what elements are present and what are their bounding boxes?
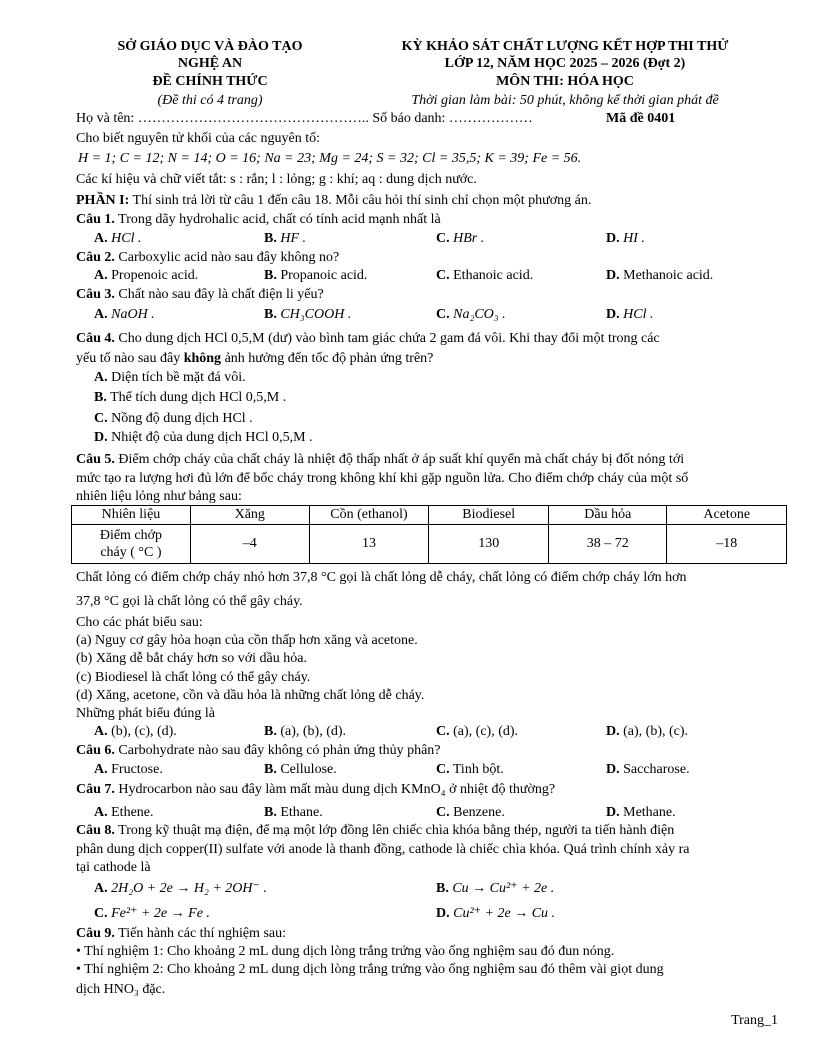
q5-option-d[interactable]: D. (a), (b), (c).: [606, 724, 689, 739]
question-3: [76, 286, 324, 303]
q1-option-d[interactable]: D. HI .: [606, 231, 645, 246]
header-department: SỞ GIÁO DỤC VÀ ĐÀO TẠO: [117, 39, 303, 54]
table-header-cell: Xăng: [190, 506, 309, 525]
question-label: Câu 6.: [76, 743, 115, 758]
part1-title: PHẦN I:: [76, 193, 130, 208]
table-row: [72, 525, 787, 564]
q5-option-c[interactable]: C. (a), (c), (d).: [436, 724, 519, 739]
question-8: [76, 822, 674, 839]
flash-point-table: [71, 505, 787, 564]
question-text: Chất nào sau đây là chất điện li yếu?: [114, 287, 324, 302]
q7-option-c[interactable]: C. Benzene.: [436, 805, 505, 820]
question-5: [76, 451, 684, 468]
q2-option-b[interactable]: B. Propanoic acid.: [264, 268, 368, 283]
q6-option-a[interactable]: A. Fructose.: [94, 762, 163, 777]
question-6: [76, 742, 441, 759]
statement-d: (d) Xăng, acetone, cồn và dầu hỏa là những chất lỏng dễ cháy.: [76, 688, 425, 703]
q8-option-c[interactable]: C. Fe²⁺ + 2e → Fe .: [94, 906, 210, 921]
q1-option-b[interactable]: B. HF .: [264, 231, 307, 246]
table-row-label: Điểm chớp cháy ( °C ): [72, 525, 191, 564]
question-9: [76, 925, 286, 942]
header-page-count: (Đề thi có 4 trang): [157, 93, 263, 108]
q2-option-a[interactable]: A. Propenoic acid.: [94, 268, 199, 283]
q3-option-b[interactable]: B. CH₃COOH .: [264, 307, 352, 322]
question-5-line4: Chất lỏng có điểm chớp cháy nhỏ hơn 37,8 °C gọi là chất lỏng dễ cháy, chất lỏng có điểm chớp cháy lớn hơn: [76, 570, 687, 585]
question-7: [76, 781, 555, 798]
q1-option-a[interactable]: A. HCl .: [94, 231, 142, 246]
question-label: Câu 7.: [76, 782, 115, 797]
table-cell: 13: [309, 525, 429, 564]
statement-b: (b) Xăng dễ bắt cháy hơn so với dầu hỏa.: [76, 651, 307, 666]
q3-option-d[interactable]: D. HCl .: [606, 307, 654, 322]
experiment-2-cont: dịch HNO₃ đặc.: [76, 982, 166, 997]
table-cell: 130: [429, 525, 549, 564]
question-text: Tiến hành các thí nghiệm sau:: [114, 926, 286, 941]
header-duration: Thời gian làm bài: 50 phút, không kể thời gian phát đề: [411, 93, 719, 108]
q5-option-a[interactable]: A. (b), (c), (d).: [94, 724, 177, 739]
experiment-1: • Thí nghiệm 1: Cho khoảng 2 mL dung dịch lòng trắng trứng vào ống nghiệm sau đó đun nóng.: [76, 944, 615, 959]
header-subject: MÔN THI: HÓA HỌC: [496, 74, 634, 89]
question-text: Điểm chớp cháy của chất cháy là nhiệt độ thấp nhất ở áp suất khí quyển mà chất cháy bị đốt nóng tới: [114, 452, 685, 467]
table-header-row: [72, 506, 787, 525]
header-province: NGHỆ AN: [177, 56, 243, 71]
question-4-line2: yếu tố nào sau đây không ảnh hưởng đến tốc độ phản ứng trên?: [76, 351, 434, 366]
table-header-cell: Nhiên liệu: [72, 506, 191, 525]
question-label: Câu 4.: [76, 331, 115, 346]
question-1: [76, 211, 441, 228]
symbols-line: Các kí hiệu và chữ viết tắt: s : rắn; l : lỏng; g : khí; aq : dung dịch nước.: [76, 172, 477, 187]
question-text: Carbohydrate nào sau đây không có phản ứng thủy phân?: [114, 743, 441, 758]
question-label: Câu 8.: [76, 823, 115, 838]
table-cell: –4: [190, 525, 309, 564]
header-exam-title: KỲ KHẢO SÁT CHẤT LƯỢNG KẾT HỢP THI THỬ: [401, 39, 729, 54]
header-grade-year: LỚP 12, NĂM HỌC 2025 – 2026 (Đợt 2): [444, 56, 686, 71]
q8-option-a[interactable]: A. 2H₂O + 2e → H₂ + 2OH⁻ .: [94, 881, 267, 896]
header-official: ĐỀ CHÍNH THỨC: [152, 74, 268, 89]
part1-instructions: [76, 192, 591, 209]
q2-option-d[interactable]: D. Methanoic acid.: [606, 268, 714, 283]
question-text: Cho dung dịch HCl 0,5,M (dư) vào bình tam giác chứa 2 gam đá vôi. Khi thay đổi một trong các: [114, 331, 660, 346]
q6-option-d[interactable]: D. Saccharose.: [606, 762, 690, 777]
q7-option-a[interactable]: A. Ethene.: [94, 805, 154, 820]
q2-option-c[interactable]: C. Ethanoic acid.: [436, 268, 534, 283]
student-info-line: Họ và tên: ………………………………………….. Số báo danh: ………………: [76, 111, 533, 126]
question-text: Trong kỹ thuật mạ điện, để mạ một lớp đồng lên chiếc chìa khóa bằng thép, người ta tiến hành điện: [114, 823, 675, 838]
table-header-cell: Biodiesel: [429, 506, 549, 525]
question-8-line2: phân dung dịch copper(II) sulfate với anode là thanh đồng, cathode là chiếc chìa khóa. Quá trình chính xảy ra: [76, 842, 690, 857]
q7-option-b[interactable]: B. Ethane.: [264, 805, 323, 820]
question-5-line3: nhiên liệu lỏng như bảng sau:: [76, 489, 242, 504]
question-5-line5: 37,8 °C gọi là chất lỏng có thể gây cháy.: [76, 594, 303, 609]
question-4: [76, 330, 660, 347]
part1-text: Thí sinh trả lời từ câu 1 đến câu 18. Mỗi câu hỏi thí sinh chỉ chọn một phương án.: [129, 193, 592, 208]
experiment-2: • Thí nghiệm 2: Cho khoảng 2 mL dung dịch lòng trắng trứng vào ống nghiệm sau đó thêm vài giọt dung: [76, 962, 664, 977]
question-label: Câu 9.: [76, 926, 115, 941]
question-2: [76, 249, 339, 266]
q4-option-b[interactable]: B. Thể tích dung dịch HCl 0,5,M .: [94, 390, 287, 405]
q6-option-b[interactable]: B. Cellulose.: [264, 762, 337, 777]
q1-option-c[interactable]: C. HBr .: [436, 231, 485, 246]
question-label: Câu 3.: [76, 287, 115, 302]
question-label: Câu 5.: [76, 452, 115, 467]
q4-option-c[interactable]: C. Nồng độ dung dịch HCl .: [94, 411, 253, 426]
question-label: Câu 1.: [76, 212, 115, 227]
question-5-line7: Những phát biểu đúng là: [76, 706, 216, 721]
q4-option-a[interactable]: A. Diện tích bề mặt đá vôi.: [94, 370, 246, 385]
question-text: Hydrocarbon nào sau đây làm mất màu dung dịch KMnO₄ ở nhiệt độ thường?: [114, 782, 556, 797]
question-text: Trong dãy hydrohalic acid, chất có tính acid mạnh nhất là: [114, 212, 441, 227]
table-cell: –18: [667, 525, 787, 564]
emphasis-not: không: [183, 351, 222, 366]
table-header-cell: Cồn (ethanol): [309, 506, 429, 525]
question-label: Câu 2.: [76, 250, 115, 265]
question-8-line3: tại cathode là: [76, 860, 151, 875]
table-header-cell: Acetone: [667, 506, 787, 525]
table-header-cell: Dầu hỏa: [549, 506, 667, 525]
exam-code: Mã đề 0401: [606, 111, 676, 126]
q3-option-a[interactable]: A. NaOH .: [94, 307, 155, 322]
question-5-line6: Cho các phát biểu sau:: [76, 615, 203, 630]
atomic-mass-intro: Cho biết nguyên tử khối của các nguyên tố:: [76, 131, 320, 146]
atomic-mass-values: H = 1; C = 12; N = 14; O = 16; Na = 23; Mg = 24; S = 32; Cl = 35,5; K = 39; Fe = 56.: [78, 151, 582, 166]
q8-option-d[interactable]: D. Cu²⁺ + 2e → Cu .: [436, 906, 556, 921]
statement-a: (a) Nguy cơ gây hỏa hoạn của cồn thấp hơn xăng và acetone.: [76, 633, 418, 648]
q5-option-b[interactable]: B. (a), (b), (d).: [264, 724, 347, 739]
page-number: Trang_1: [731, 1013, 778, 1028]
q6-option-c[interactable]: C. Tinh bột.: [436, 762, 504, 777]
q4-option-d[interactable]: D. Nhiệt độ của dung dịch HCl 0,5,M .: [94, 430, 313, 445]
q3-option-c[interactable]: C. Na₂CO₃ .: [436, 307, 506, 322]
table-cell: 38 – 72: [549, 525, 667, 564]
q7-option-d[interactable]: D. Methane.: [606, 805, 676, 820]
question-5-line2: mức tạo ra lượng hơi đủ lớn để bốc cháy trong không khí khi gặp nguồn lửa. Cho điểm chớp cháy của một số: [76, 471, 689, 486]
question-text: Carboxylic acid nào sau đây không no?: [114, 250, 340, 265]
statement-c: (c) Biodiesel là chất lỏng có thể gây cháy.: [76, 670, 311, 685]
q8-option-b[interactable]: B. Cu → Cu²⁺ + 2e .: [436, 881, 555, 896]
